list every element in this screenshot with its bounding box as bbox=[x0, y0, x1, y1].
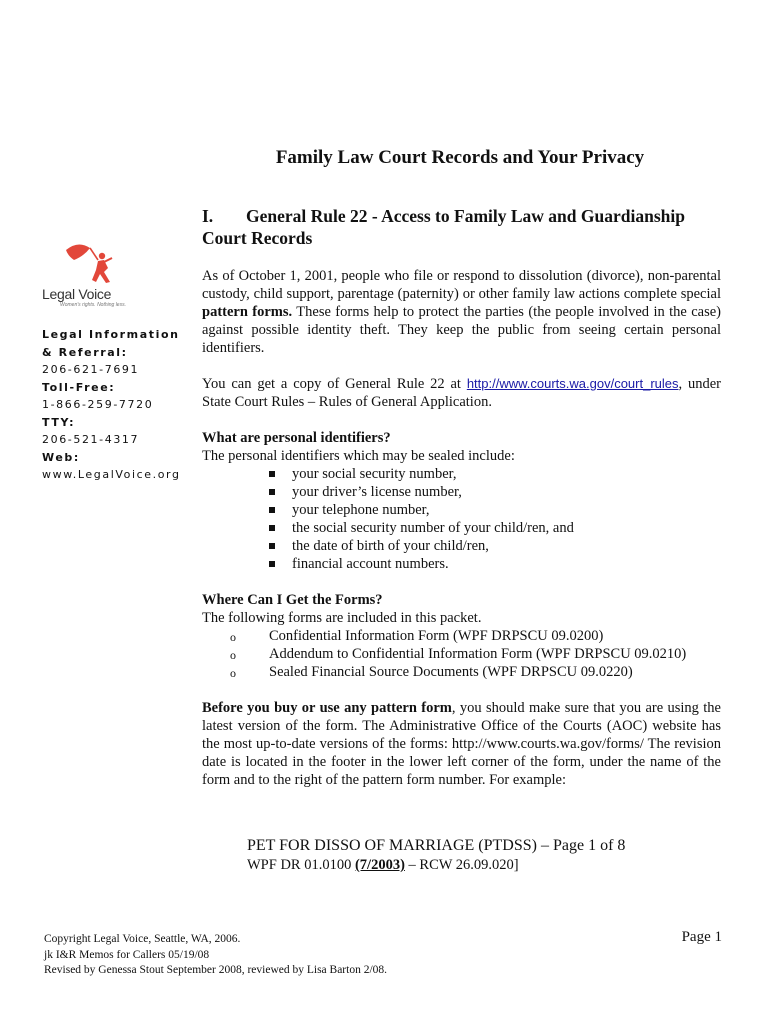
list-item: financial account numbers. bbox=[202, 555, 721, 573]
forms-intro: The following forms are included in this packet. bbox=[202, 610, 482, 626]
logo-wordmark: Legal Voice bbox=[42, 286, 112, 302]
identifiers-question: What are personal identifiers? bbox=[202, 430, 391, 446]
copy-paragraph: You can get a copy of General Rule 22 at http://www.courts.wa.gov/court_rules, under State Court Rules – Rules of General Application. bbox=[202, 376, 722, 410]
main-content bbox=[202, 205, 721, 789]
referral-label: & Referral: bbox=[42, 345, 128, 359]
legal-voice-logo bbox=[38, 236, 138, 306]
list-item: your social security number, bbox=[202, 465, 721, 483]
footer-line-3: Revised by Genessa Stout September 2008, reviewed by Lisa Barton 2/08. bbox=[44, 964, 388, 976]
web-label: Web: bbox=[42, 450, 80, 464]
page-title: Family Law Court Records and Your Privacy bbox=[275, 147, 645, 168]
web-url[interactable]: www.LegalVoice.org bbox=[42, 468, 181, 481]
tollfree-phone: 1-866-259-7720 bbox=[42, 398, 154, 411]
list-item: your driver’s license number, bbox=[202, 483, 721, 501]
page-footer bbox=[44, 932, 644, 979]
forms-question: Where Can I Get the Forms? bbox=[202, 592, 383, 608]
list-item: the date of birth of your child/ren, bbox=[202, 537, 721, 555]
tty-phone: 206-521-4317 bbox=[42, 433, 140, 446]
forms-list bbox=[202, 627, 721, 681]
list-item: your telephone number, bbox=[202, 501, 721, 519]
footer-line-2: jk I&R Memos for Callers 05/19/08 bbox=[44, 948, 210, 961]
list-item: o Confidential Information Form (WPF DRPSCU 09.0200) bbox=[202, 627, 721, 645]
info-label: Legal Information bbox=[42, 328, 180, 341]
list-item: the social security number of your child/ren, and bbox=[202, 519, 721, 537]
identifiers-list bbox=[202, 465, 721, 573]
example-footer bbox=[247, 836, 707, 874]
example-line-2: WPF DR 01.0100 (7/2003) – RCW 26.09.020] bbox=[247, 857, 519, 873]
tty-label: TTY: bbox=[42, 415, 76, 429]
example-line-1: PET FOR DISSO OF MARRIAGE (PTDSS) – Page 1 of 8 bbox=[247, 837, 626, 854]
list-item: o Sealed Financial Source Documents (WPF DRPSCU 09.0220) bbox=[202, 663, 721, 681]
list-item: o Addendum to Confidential Information Form (WPF DRPSCU 09.0210) bbox=[202, 645, 721, 663]
intro-paragraph: As of October 1, 2001, people who file or respond to dissolution (divorce), non-parental custody, child support, parentage (paternity) or other family law actions complete special pattern forms. These forms help to protect the parties (the people involved in the case) against possible identity theft. They keep the public from seeing certain personal identifiers. bbox=[202, 268, 721, 356]
page-number: Page 1 bbox=[681, 929, 722, 945]
before-paragraph: Before you buy or use any pattern form, you should make sure that you are using the latest version of the form. The Administrative Office of the Courts (AOC) website has the most up-to-date versions of the forms: http://www.courts.wa.gov/forms/ The revision date is located in the footer in the lower left corner of the form, under the name of the form and to the right of the pattern form number. For example: bbox=[202, 700, 721, 788]
logo-tagline: Women's rights. Nothing less. bbox=[60, 302, 126, 308]
referral-phone: 206-621-7691 bbox=[42, 363, 140, 376]
identifiers-intro: The personal identifiers which may be sealed include: bbox=[202, 448, 515, 464]
contact-sidebar bbox=[42, 326, 182, 484]
section-heading: I. General Rule 22 - Access to Family Law and Guardianship Court Records bbox=[202, 206, 685, 248]
tollfree-label: Toll-Free: bbox=[42, 380, 116, 394]
footer-line-1: Copyright Legal Voice, Seattle, WA, 2006. bbox=[44, 933, 241, 945]
court-rules-link[interactable]: http://www.courts.wa.gov/court_rules bbox=[466, 376, 679, 391]
